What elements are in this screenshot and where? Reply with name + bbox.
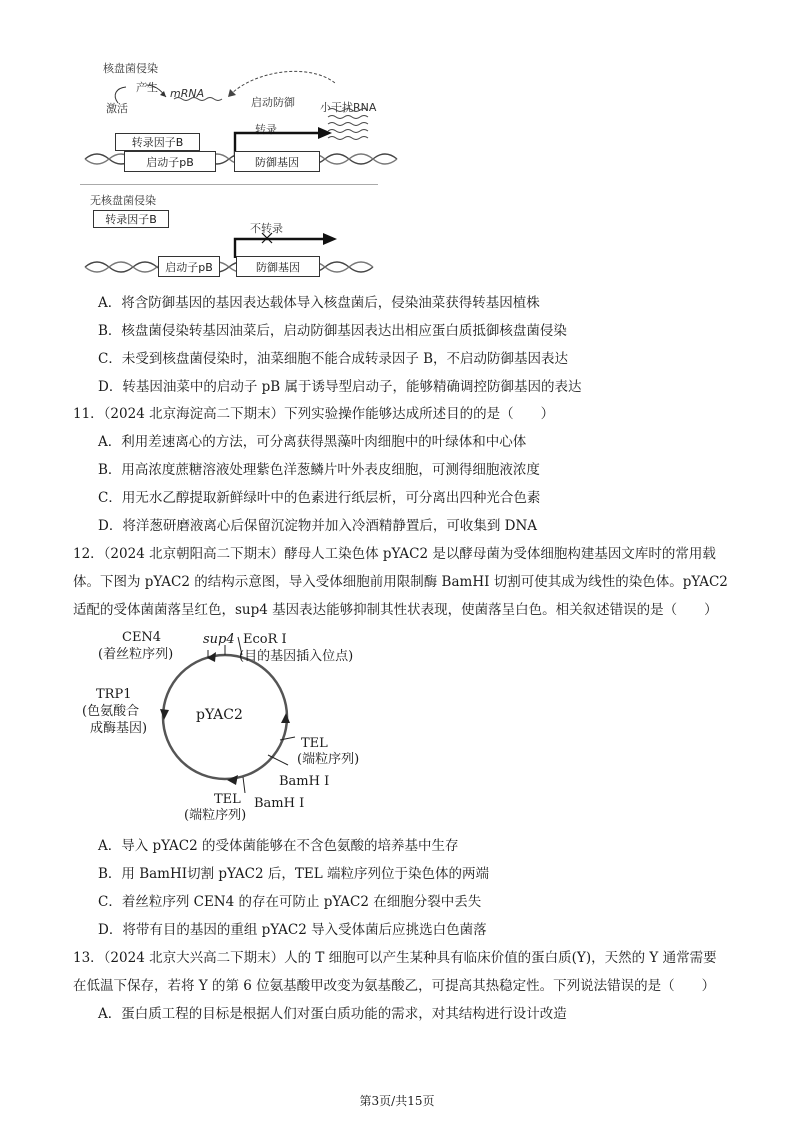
q12-option-d: D．将带有目的基因的重组 pYAC2 导入受体菌后应挑选白色菌落 [98, 922, 487, 938]
q11-option-b: B．用高浓度蔗糖溶液处理紫色洋葱鳞片叶外表皮细胞，可测得细胞液浓度 [98, 462, 540, 478]
mrna-label: mRNA [170, 87, 205, 100]
q11-option-c: C．用无水乙醇提取新鲜绿叶中的色素进行纸层析，可分离出四种光合色素 [98, 490, 541, 506]
trp1-note-line-2: 成酶基因) [90, 721, 148, 736]
q13-stem-line-2: 在低温下保存，若将 Y 的第 6 位氨基酸甲改变为氨基酸乙，可提高其热稳定性。下列说法错误的是（ ） [73, 978, 716, 994]
ecori-note: (目的基因插入位点) [239, 649, 354, 664]
defense-gene-box: 防御基因 [234, 151, 320, 172]
sirna-waves [328, 109, 368, 140]
q10-option-c: C．未受到核盘菌侵染时，油菜细胞不能合成转录因子 B，不启动防御基因表达 [98, 351, 569, 367]
sup4-label: sup4 [203, 632, 235, 647]
q10-option-a: A．将含防御基因的基因表达载体导入核盘菌后，侵染油菜获得转基因植株 [98, 295, 540, 311]
mrna-wave [174, 98, 222, 101]
q11-option-d: D．将洋葱研磨液离心后保留沉淀物并加入冷酒精静置后，可收集到 DNA [98, 518, 537, 534]
ecori-label: EcoR Ⅰ [243, 632, 287, 647]
transcribe-label: 转录 [255, 123, 277, 136]
trp1-label: TRP1 [96, 687, 132, 702]
promoter-pb-box-2: 启动子pB [158, 256, 220, 277]
page-number: 第3页/共15页 [359, 1094, 435, 1108]
q11-stem: 11．（2024 北京海淀高二下期末）下列实验操作能够达成所述目的的是（ ） [73, 406, 555, 422]
produce-label: 产生 [136, 81, 158, 94]
q12-stem-line-3: 适配的受体菌菌落呈红色，sup4 基因表达能够抑制其性状表现，使菌落呈白色。相关叙述错误的是（ ） [73, 602, 718, 618]
tel-right-note: (端粒序列) [297, 752, 360, 767]
bamh-right-label: BamH Ⅰ [279, 774, 330, 789]
tel-right-arrow-icon [281, 713, 290, 723]
start-defense-label: 启动防御 [251, 96, 295, 109]
q10-option-b: B．核盘菌侵染转基因油菜后，启动防御基因表达出相应蛋白质抵御核盘菌侵染 [98, 323, 567, 339]
activate-label: 激活 [106, 102, 128, 115]
q12-stem-line-1: 12．（2024 北京朝阳高二下期末）酵母人工染色体 pYAC2 是以酵母菌为受体细胞构建基因文库时的常用载 [73, 546, 716, 562]
infected-title: 核盘菌侵染 [103, 62, 158, 75]
tel-bottom-label: TEL [214, 792, 241, 807]
plasmid-name: pYAC2 [196, 707, 243, 723]
transcription-factor-b-box: 转录因子B [115, 133, 200, 151]
promoter-pb-box: 启动子pB [124, 151, 216, 172]
bamh-bottom-tick [243, 777, 245, 793]
defense-gene-box-2: 防御基因 [236, 256, 320, 277]
cen4-label: CEN4 [122, 630, 162, 645]
transcription-factor-b-box-2: 转录因子B [93, 210, 169, 228]
activate-curve [115, 87, 126, 103]
trp1-note-line-1: (色氨酸合 [82, 704, 140, 719]
uninfected-diagram [80, 225, 380, 285]
q12-stem-line-2: 体。下图为 pYAC2 的结构示意图，导入受体细胞前用限制酶 BamHI 切割可使其成为线性的染色体。pYAC2 [73, 574, 728, 590]
cen4-note: (着丝粒序列) [98, 647, 174, 662]
q12-option-b: B．用 BamHI切割 pYAC2 后，TEL 端粒序列位于染色体的两端 [98, 866, 489, 882]
tel-right-label: TEL [301, 736, 328, 751]
q13-option-a: A．蛋白质工程的目标是根据人们对蛋白质功能的需求，对其结构进行设计改造 [98, 1006, 567, 1022]
q13-stem-line-1: 13．（2024 北京大兴高二下期末）人的 T 细胞可以产生某种具有临床价值的蛋白质(Y)，天然的 Y 通常需要 [73, 950, 717, 966]
tel-bottom-arrow-icon [227, 775, 238, 785]
dna-helix-uninfected [85, 262, 373, 272]
q12-option-a: A．导入 pYAC2 的受体菌能够在不含色氨酸的培养基中生存 [98, 838, 459, 854]
uninfected-title: 无核盘菌侵染 [90, 194, 156, 207]
no-transcribe-arrowhead [323, 233, 337, 245]
bamh-bottom-label: BamH Ⅰ [254, 796, 305, 811]
q11-option-a: A．利用差速离心的方法，可分离获得黑藻叶肉细胞中的叶绿体和中心体 [98, 434, 527, 450]
sirna-label: 小干扰RNA [320, 101, 377, 114]
q12-option-c: C．着丝粒序列 CEN4 的存在可防止 pYAC2 在细胞分裂中丢失 [98, 894, 482, 910]
tel-bottom-note: (端粒序列) [184, 808, 247, 823]
q10-option-d: D．转基因油菜中的启动子 pB 属于诱导型启动子，能够精确调控防御基因的表达 [98, 379, 582, 395]
no-transcribe-label: 不转录 [250, 222, 283, 235]
dashed-arrow [230, 71, 335, 95]
trp1-arrow-icon [160, 709, 169, 720]
